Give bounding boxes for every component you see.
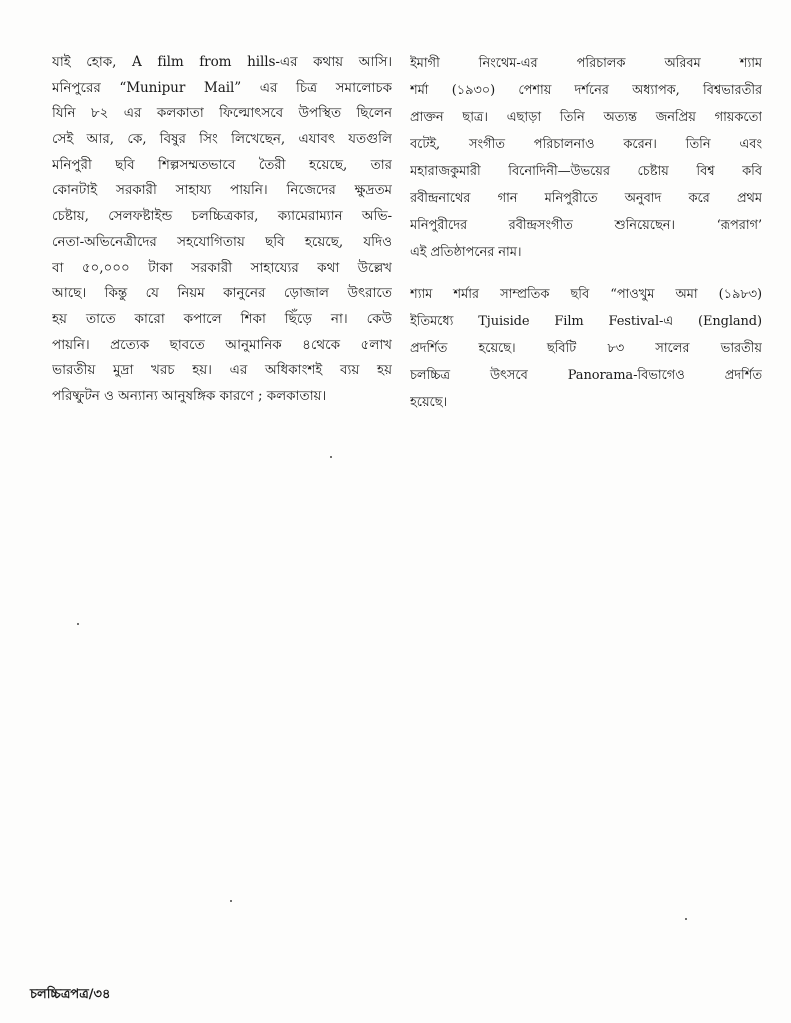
scan-speck (330, 456, 332, 458)
text-line: মনিপুরী ছবি শিল্পসম্মতভাবে তৈরী হয়েছে, তার (52, 156, 392, 173)
text-line: ভারতীয় মুদ্রা খরচ হয়। এর অধিকাংশই ব্যয় হয় (52, 362, 392, 379)
text-line: শর্মা (১৯৩০) পেশায় দর্শনের অধ্যাপক, বিশ্বভারতীর (410, 83, 762, 98)
text-line: হয় তাতে কারো কপালে শিকা ছিঁড়ে না। কেউ (52, 310, 392, 327)
text-line: মনিপুরের “Munipur Mail” এর চিত্র সমালোচক (52, 79, 392, 96)
text-line: আছে। কিন্তু যে নিয়ম কানুনের ড়োজাল উৎরাতে (52, 285, 392, 302)
text-line: চলচ্চিত্র উৎসবে Panorama-বিভাগেও প্রদর্শিত (410, 368, 762, 383)
text-line: মহারাজকুমারী বিনোদিনী—উভয়ের চেষ্টায় বিশ্ব কবি (410, 164, 762, 179)
text-line: প্রাক্তন ছাত্র। এছাড়া তিনি অত্যন্ত জনপ্রিয় গায়কতো (410, 110, 762, 125)
scan-speck (77, 623, 79, 625)
text-line: হয়েছে। (410, 395, 448, 410)
scan-speck (230, 900, 232, 902)
paragraph (410, 50, 762, 266)
text-line: পায়নি। প্রত্যেক ছাবতে আনুমানিক ৪থেকে ৫লাখ (52, 336, 392, 353)
text-line: নেতা-অভিনেত্রীদের সহযোগিতায় ছবি হয়েছে, যদিও (52, 233, 392, 250)
text-line: কোনটাই সরকারী সাহায্য পায়নি। নিজেদের ক্ষুদ্রতম (52, 182, 392, 199)
scan-speck (685, 918, 687, 920)
text-line: শ্যাম শর্মার সাম্প্রতিক ছবি “পাওখুম অমা (১৯৮৩) (410, 287, 762, 302)
text-line: বা ৫০,০০০ টাকা সরকারী সাহায্যের কথা উল্লেখ (52, 259, 392, 276)
text-line: যিনি ৮২ এর কলকাতা ফিল্মোৎসবে উপস্থিত ছিলেন (52, 105, 392, 122)
paragraph (410, 281, 762, 416)
text-line: সেই আর, কে, বিষুর সিং লিখেছেন, এযাবৎ যতগুলি (52, 131, 392, 148)
text-line: যাই হোক, A film from hills-এর কথায় আসি। (52, 54, 392, 70)
text-line: ইমাগী নিংথেম-এর পরিচালক অরিবম শ্যাম (410, 56, 762, 71)
right-column (410, 50, 762, 416)
text-line: পরিষ্ফুটন ও অন্যান্য আনুষঙ্গিক কারণে ; কলকাতায়। (52, 387, 327, 404)
paragraph-gap (410, 266, 762, 281)
text-line: রবীন্দ্রনাথের গান মনিপুরীতে অনুবাদ করে প্রথম (410, 191, 762, 206)
text-line: ইতিমধ্যে Tjuiside Film Festival-এ (England) (410, 314, 762, 329)
text-line: প্রদর্শিত হয়েছে। ছবিটি ৮৩ সালের ভারতীয় (410, 341, 762, 356)
text-line: মনিপুরীদের রবীন্দ্রসংগীত শুনিয়েছেন। ‘রূপরাগ’ (410, 218, 762, 233)
text-line: চেষ্টায়, সেলফষ্টাইন্ড চলচ্চিত্রকার, ক্যামেরাম্যান অভি- (52, 208, 392, 225)
page-footer: চলচ্চিত্রপত্র/৩৪ (30, 987, 111, 1002)
text-line: এই প্রতিষ্ঠাপনের নাম। (410, 245, 522, 260)
left-column (52, 50, 392, 410)
text-line: বটেই, সংগীত পরিচালনাও করেন। তিনি এবং (410, 137, 762, 152)
